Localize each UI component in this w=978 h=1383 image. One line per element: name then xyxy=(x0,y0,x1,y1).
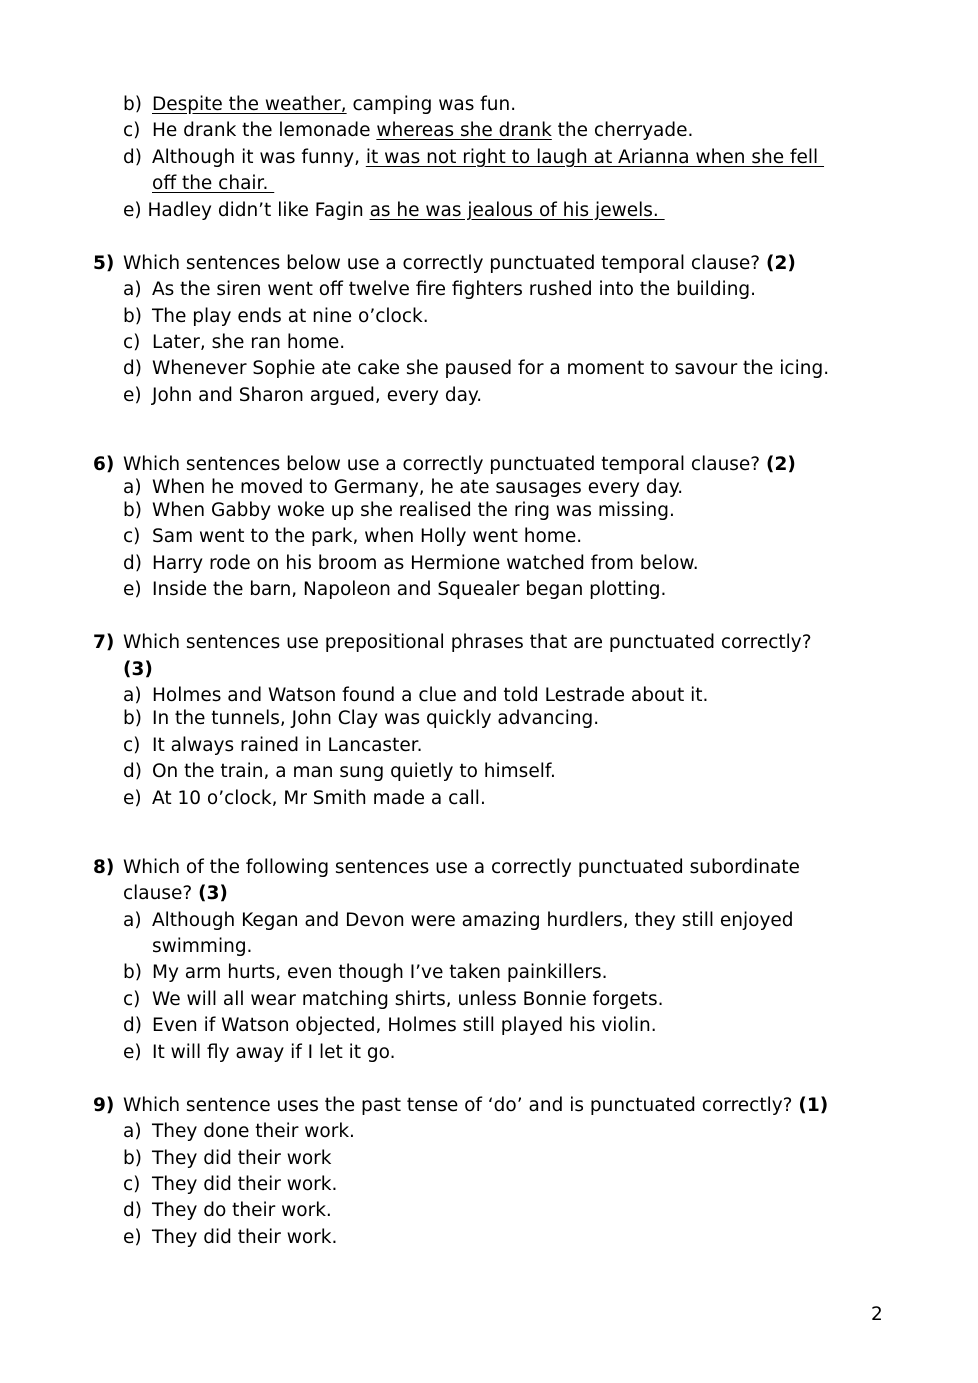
page-number: 2 xyxy=(871,1304,883,1325)
option-text: At 10 o’clock, Mr Smith made a call. xyxy=(152,788,486,809)
option-label: c) xyxy=(123,332,141,353)
option-label: d) xyxy=(123,147,142,168)
option-text: They did their work xyxy=(152,1148,332,1169)
option-label: a) xyxy=(123,279,142,300)
question-number: 9) xyxy=(93,1095,115,1116)
question-text: Which sentences below use a correctly punctuated temporal clause? (2) xyxy=(123,253,796,274)
option-label: c) xyxy=(123,989,141,1010)
option-label: c) xyxy=(123,735,141,756)
option-text: My arm hurts, even though I’ve taken painkillers. xyxy=(152,962,608,983)
option-label: d) xyxy=(123,358,142,379)
option-text: John and Sharon argued, every day. xyxy=(152,385,483,406)
option-label: d) xyxy=(123,553,142,574)
option-label: e) xyxy=(123,1042,142,1063)
underlined-phrase: Despite the weather, xyxy=(152,94,347,115)
option-text: As the siren went off twelve fire fighters rushed into the building. xyxy=(152,279,757,300)
option-label: e) xyxy=(123,1227,142,1248)
underlined-phrase: whereas she drank xyxy=(376,120,552,141)
option-label: b) xyxy=(123,962,142,983)
question-number: 8) xyxy=(93,857,115,878)
option-text: They done their work. xyxy=(152,1121,355,1142)
question-number: 7) xyxy=(93,632,115,653)
option-label: c) xyxy=(123,120,141,141)
option-text: Later, she ran home. xyxy=(152,332,346,353)
option-label: b) xyxy=(123,306,142,327)
option-text: Holmes and Watson found a clue and told Lestrade about it. xyxy=(152,685,709,706)
option-text: It will fly away if I let it go. xyxy=(152,1042,396,1063)
option-label: b) xyxy=(123,500,142,521)
underlined-phrase: it was not right to laugh at Arianna when she fell xyxy=(365,147,825,168)
option-text: Inside the barn, Napoleon and Squealer began plotting. xyxy=(152,579,667,600)
question-number: 6) xyxy=(93,454,115,475)
question-text: Which sentences use prepositional phrases that are punctuated correctly? xyxy=(123,632,812,653)
option-label: a) xyxy=(123,477,142,498)
marks: (3) xyxy=(123,659,153,680)
option-text: Harry rode on his broom as Hermione watched from below. xyxy=(152,553,699,574)
option-text: We will all wear matching shirts, unless Bonnie forgets. xyxy=(152,989,664,1010)
question-text: Which sentences below use a correctly punctuated temporal clause? (2) xyxy=(123,454,796,475)
option-label: e) xyxy=(123,788,142,809)
option-text: They did their work. xyxy=(152,1174,338,1195)
option-text: Although Kegan and Devon were amazing hurdlers, they still enjoyed xyxy=(152,910,794,931)
option-label: b) xyxy=(123,708,142,729)
option-text: The play ends at nine o’clock. xyxy=(152,306,429,327)
marks: (2) xyxy=(766,253,796,274)
option-text: They do their work. xyxy=(152,1200,332,1221)
option-text: Although it was funny, it was not right to laugh at Arianna when she fell xyxy=(152,147,825,168)
option-text: In the tunnels, John Clay was quickly advancing. xyxy=(152,708,600,729)
option-label: d) xyxy=(123,1015,142,1036)
question-text: Which sentence uses the past tense of ‘do’ and is punctuated correctly? (1) xyxy=(123,1095,829,1116)
option-text: When Gabby woke up she realised the ring was missing. xyxy=(152,500,675,521)
option-text: Whenever Sophie ate cake she paused for a moment to savour the icing. xyxy=(152,358,830,379)
option-label: b) xyxy=(123,1148,142,1169)
option-text: Despite the weather, camping was fun. xyxy=(152,94,517,115)
option-text: Even if Watson objected, Holmes still played his violin. xyxy=(152,1015,657,1036)
marks: (1) xyxy=(798,1095,829,1116)
option-label: d) xyxy=(123,1200,142,1221)
option-label: a) xyxy=(123,910,142,931)
option-label: c) xyxy=(123,1174,141,1195)
question-number: 5) xyxy=(93,253,115,274)
option-label: b) xyxy=(123,94,142,115)
option-label: a) xyxy=(123,685,142,706)
option-text: Sam went to the park, when Holly went home. xyxy=(152,526,583,547)
question-text-continuation: clause? (3) xyxy=(123,883,228,904)
marks: (3) xyxy=(198,883,228,904)
option-text: He drank the lemonade whereas she drank the cherryade. xyxy=(152,120,694,141)
option-text-continuation xyxy=(152,171,274,197)
question-text: Which of the following sentences use a correctly punctuated subordinate xyxy=(123,857,800,878)
option-text: It always rained in Lancaster. xyxy=(152,735,423,756)
option-text-continuation: swimming. xyxy=(152,936,253,957)
option-label: a) xyxy=(123,1121,142,1142)
option-text: e) Hadley didn’t like Fagin as he was jealous of his jewels. xyxy=(123,200,665,221)
option-label: d) xyxy=(123,761,142,782)
marks: (2) xyxy=(766,454,796,475)
option-text: When he moved to Germany, he ate sausages every day. xyxy=(152,477,684,498)
underlined-phrase: off the chair. xyxy=(152,173,275,194)
option-label: e) xyxy=(123,385,142,406)
option-label: c) xyxy=(123,526,141,547)
option-text: On the train, a man sung quietly to himself. xyxy=(152,761,556,782)
option-text: They did their work. xyxy=(152,1227,338,1248)
option-label: e) xyxy=(123,579,142,600)
underlined-phrase: as he was jealous of his jewels. xyxy=(369,200,665,221)
